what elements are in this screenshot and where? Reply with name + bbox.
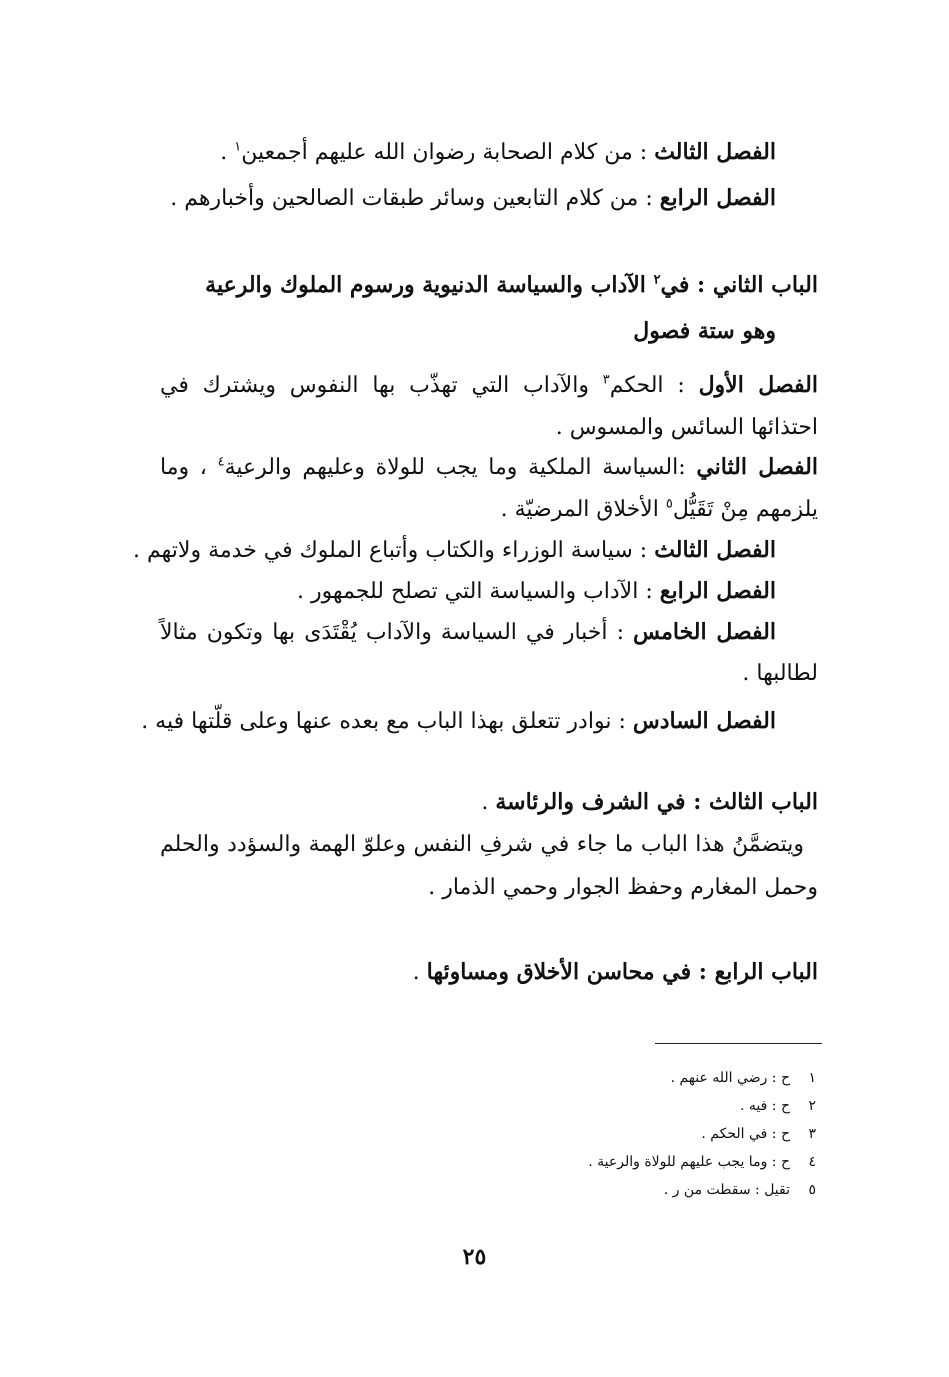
part-prep: : في <box>660 272 713 298</box>
line-text: وحمل المغارم وحفظ الجوار وحمي الذمار . <box>428 875 818 900</box>
line-text: وهو ستة فصول <box>633 318 776 344</box>
chapter-line <box>133 535 776 566</box>
part-heading <box>413 957 818 988</box>
part-label: الباب الثاني <box>712 272 818 298</box>
chapter-continuation <box>556 413 818 443</box>
part-label: الباب الثالث <box>709 789 818 815</box>
section-label: الفصل الثالث <box>654 139 776 165</box>
line-text: لطالبها . <box>742 661 818 686</box>
line-end: . <box>481 790 496 815</box>
section-label: الفصل الرابع <box>659 185 776 211</box>
chapter-line <box>170 183 776 214</box>
section-label: الفصل الثالث <box>654 537 776 563</box>
chapter-line <box>297 576 776 607</box>
chapter-continuation <box>501 495 818 525</box>
part-title: : في الشرف والرئاسة <box>495 789 709 815</box>
chapter-line <box>160 452 818 483</box>
footnote-number: ٤ <box>808 1154 816 1170</box>
footnote-divider <box>655 1043 822 1044</box>
footnote-ref: ٤ <box>217 454 225 470</box>
section-label: الفصل الرابع <box>659 578 776 604</box>
footnote-number: ١ <box>808 1070 816 1086</box>
part-title: : في محاسن الأخلاق ومساوئها <box>426 959 715 985</box>
line-text: : من كلام التابعين وسائر طبقات الصالحين وأخبارهم . <box>170 186 660 211</box>
line-text: : الحكم <box>609 373 699 398</box>
footnote-ref: ٥ <box>665 496 673 512</box>
part-heading <box>205 270 818 300</box>
line-text: : من كلام الصحابة رضوان الله عليهم أجمعين <box>241 140 655 165</box>
footnote-ref: ١ <box>234 139 242 155</box>
line-text: والآداب التي تهذّب بها النفوس ويشترك في <box>160 373 603 398</box>
chapter-continuation <box>742 659 818 689</box>
footnote-text: ح : فيه . <box>740 1098 790 1114</box>
footnote <box>588 1152 816 1172</box>
part-description <box>160 830 804 860</box>
footnote <box>664 1180 816 1200</box>
line-text: ويتضمَّنُ هذا الباب ما جاء في شرفِ النفس وعلوّ الهمة والسؤدد والحلم <box>160 832 804 857</box>
line-text: الأخلاق المرضيّة . <box>500 497 666 522</box>
footnote <box>701 1124 816 1144</box>
line-text: : الآداب والسياسة التي تصلح للجمهور . <box>296 579 660 604</box>
line-text: يلزمهم مِنْ تَقَيُّل <box>672 497 818 522</box>
footnote-ref: ٢ <box>653 272 661 288</box>
line-end: . <box>412 960 427 985</box>
footnote-text: ح : وما يجب عليهم للولاة والرعية . <box>588 1154 790 1170</box>
part-heading <box>481 787 818 818</box>
section-label: الفصل الثاني <box>696 454 818 480</box>
page-number: ٢٥ <box>462 1244 487 1270</box>
line-text: : نوادر تتعلق بهذا الباب مع بعده عنها وعلى قلّتها فيه . <box>141 709 633 734</box>
section-label: الفصل الأول <box>698 372 818 398</box>
part-label: الباب الرابع <box>714 959 818 985</box>
part-subheading <box>633 316 776 346</box>
footnote-number: ٢ <box>808 1098 816 1114</box>
line-text: : سياسة الوزراء والكتاب وأتباع الملوك في خدمة ولاتهم . <box>133 538 655 563</box>
chapter-line <box>220 137 776 168</box>
footnote-text: ح : في الحكم . <box>701 1126 790 1142</box>
footnote <box>740 1096 816 1116</box>
line-text: ، وما <box>160 455 218 480</box>
part-description <box>428 873 818 903</box>
footnote-ref: ٣ <box>602 372 610 388</box>
footnote <box>671 1068 816 1088</box>
footnote-text: تقيل : سقطت من ر . <box>663 1182 790 1198</box>
line-text: : أخبار في السياسة والآداب يُقْتَدَى بها وتكون مثالاً <box>160 620 634 645</box>
section-label: الفصل الخامس <box>633 619 776 645</box>
footnote-number: ٥ <box>808 1182 816 1198</box>
line-text: :السياسة الملكية وما يجب للولاة وعليهم والرعية <box>224 455 697 480</box>
chapter-line <box>160 370 818 401</box>
footnote-text: ح : رضي الله عنهم . <box>670 1070 790 1086</box>
part-title: الآداب والسياسة الدنيوية ورسوم الملوك والرعية <box>205 272 654 298</box>
line-text: احتذائها السائس والمسوس . <box>555 415 818 440</box>
line-end: . <box>220 140 235 165</box>
section-label: الفصل السادس <box>632 708 776 734</box>
footnote-number: ٣ <box>808 1126 816 1142</box>
chapter-line <box>160 617 776 648</box>
chapter-line <box>141 706 776 737</box>
